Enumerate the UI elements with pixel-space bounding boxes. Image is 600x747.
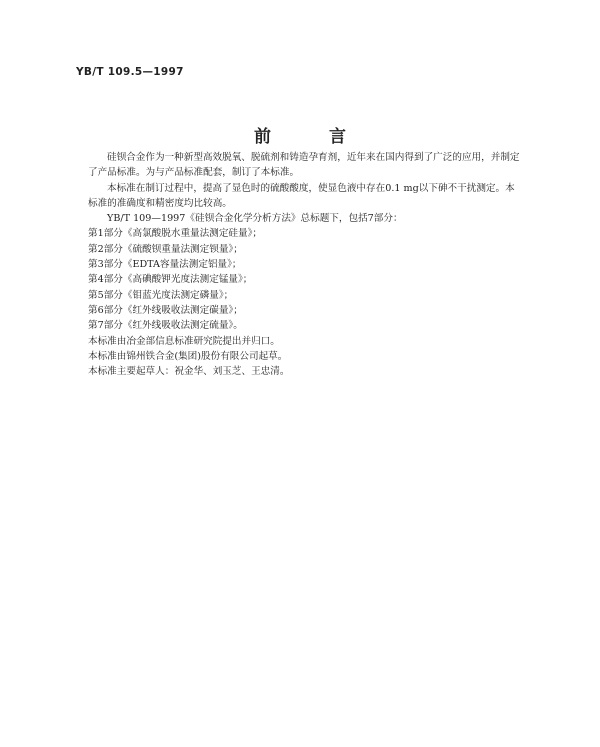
page-title: 前 言 xyxy=(254,127,372,147)
part-list-item: 第5部分《钼蓝光度法测定磷量》； xyxy=(88,289,234,301)
part-list-item: 第4部分《高碘酸钾光度法测定锰量》； xyxy=(88,274,253,286)
closing-drafter: 本标准由锦州铁合金(集团)股份有限公司起草。 xyxy=(88,350,288,362)
paragraph-acidity: 本标准在制订过程中，提高了显色时的硫酸酸度，使显色液中存在0.1 mg以下砷不干扰测定。本标准的准确度和精密度均比较高。 xyxy=(88,182,515,209)
document-body xyxy=(88,150,520,379)
part-list-item: 第1部分《高氯酸脱水重量法测定硅量》； xyxy=(88,228,262,240)
closing-proposer: 本标准由冶金部信息标准研究院提出并归口。 xyxy=(88,335,280,347)
paragraph-parts-intro: YB/T 109—1997《硅钡合金化学分析方法》总标题下，包括7部分： xyxy=(107,213,403,225)
closing-authors: 本标准主要起草人：祝金华、刘玉芝、王忠清。 xyxy=(88,366,290,378)
document-code: YB/T 109.5—1997 xyxy=(76,66,184,78)
paragraph-intro: 硅钡合金作为一种新型高效脱氧、脱硫剂和铸造孕育剂，近年来在国内得到了广泛的应用，并制定了产品标准。为与产品标准配套，制订了本标准。 xyxy=(88,152,520,179)
part-list-item: 第6部分《红外线吸收法测定碳量》； xyxy=(88,304,243,316)
part-list-item: 第2部分《硫酸钡重量法测定钡量》； xyxy=(88,243,243,255)
part-list-item: 第7部分《红外线吸收法测定硫量》。 xyxy=(88,320,243,332)
part-list-item: 第3部分《EDTA容量法测定铝量》； xyxy=(88,259,242,271)
